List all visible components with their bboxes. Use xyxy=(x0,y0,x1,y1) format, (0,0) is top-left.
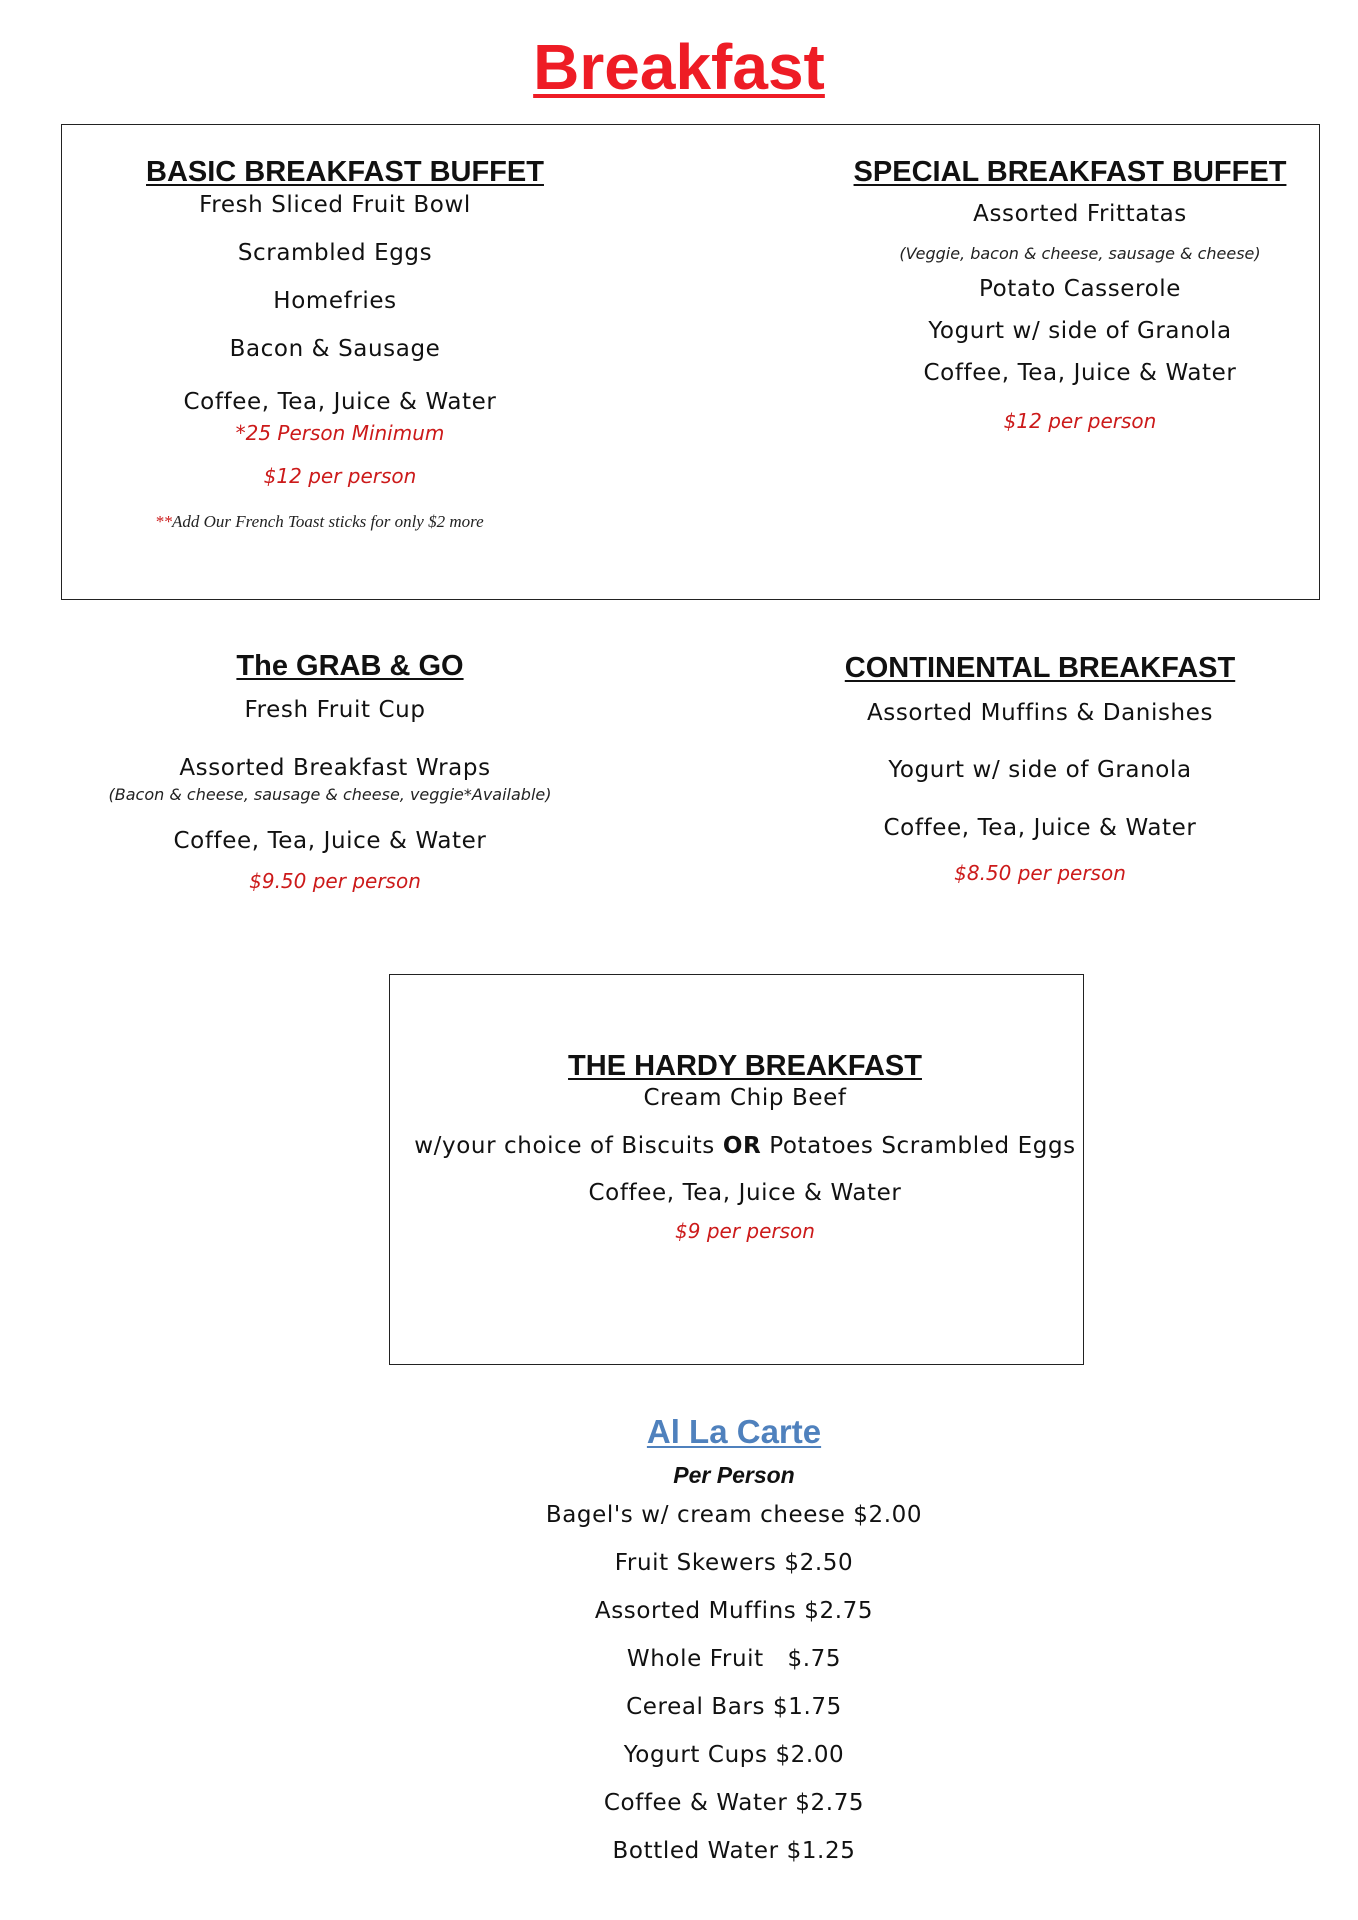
a-la-carte-item: Bottled Water $1.25 xyxy=(612,1838,856,1864)
a-la-carte-item: Whole Fruit $.75 xyxy=(626,1646,842,1672)
addon-stars: ** xyxy=(155,512,172,531)
hardy-box xyxy=(389,974,1084,1365)
special-buffet-item: Yogurt w/ side of Granola xyxy=(928,318,1232,344)
a-la-carte-item: Yogurt Cups $2.00 xyxy=(623,1742,845,1768)
hardy-choice-before: w/your choice of Biscuits xyxy=(414,1133,723,1159)
hardy-item: Cream Chip Beef xyxy=(643,1085,847,1111)
french-toast-addon xyxy=(155,511,484,533)
continental-item: Assorted Muffins & Danishes xyxy=(866,700,1214,726)
special-buffet-item: Coffee, Tea, Juice & Water xyxy=(923,360,1237,386)
basic-buffet-minimum: *25 Person Minimum xyxy=(235,421,445,445)
basic-buffet-title: BASIC BREAKFAST BUFFET xyxy=(146,156,544,188)
continental-item: Yogurt w/ side of Granola xyxy=(888,757,1192,783)
page-title: Breakfast xyxy=(533,31,825,103)
basic-buffet-item: Homefries xyxy=(273,288,397,314)
a-la-carte-subtitle: Per Person xyxy=(673,1462,795,1488)
grab-and-go-item: Fresh Fruit Cup xyxy=(244,697,426,723)
grab-and-go-title: The GRAB & GO xyxy=(236,650,464,682)
special-buffet-price: $12 per person xyxy=(1003,409,1157,433)
continental-title: CONTINENTAL BREAKFAST xyxy=(844,652,1236,684)
special-buffet-item: Potato Casserole xyxy=(978,276,1182,302)
hardy-price: $9 per person xyxy=(675,1219,815,1243)
basic-buffet-item: Fresh Sliced Fruit Bowl xyxy=(199,192,471,218)
grab-and-go-note: (Bacon & cheese, sausage & cheese, veggie*Available) xyxy=(108,785,552,804)
hardy-choice xyxy=(389,1131,1101,1161)
basic-buffet-price: $12 per person xyxy=(263,464,417,488)
hardy-choice-after: Potatoes Scrambled Eggs xyxy=(761,1133,1076,1159)
basic-buffet-item: Scrambled Eggs xyxy=(237,240,433,266)
a-la-carte-item: Assorted Muffins $2.75 xyxy=(594,1598,874,1624)
grab-and-go-item: Assorted Breakfast Wraps xyxy=(179,755,491,781)
special-buffet-item: Assorted Frittatas xyxy=(973,201,1187,227)
hardy-item: Coffee, Tea, Juice & Water xyxy=(588,1180,902,1206)
a-la-carte-item: Coffee & Water $2.75 xyxy=(603,1790,865,1816)
addon-text: Add Our French Toast sticks for only $2 more xyxy=(172,512,484,531)
grab-and-go-price: $9.50 per person xyxy=(249,869,421,893)
a-la-carte-item: Bagel's w/ cream cheese $2.00 xyxy=(545,1502,923,1528)
grab-and-go-item: Coffee, Tea, Juice & Water xyxy=(173,828,487,854)
a-la-carte-item: Cereal Bars $1.75 xyxy=(626,1694,842,1720)
special-buffet-title: SPECIAL BREAKFAST BUFFET xyxy=(853,156,1287,188)
hardy-choice-or: OR xyxy=(722,1133,762,1159)
continental-item: Coffee, Tea, Juice & Water xyxy=(883,815,1197,841)
basic-buffet-item: Coffee, Tea, Juice & Water xyxy=(183,389,497,415)
hardy-title: THE HARDY BREAKFAST xyxy=(568,1050,922,1082)
basic-buffet-item: Bacon & Sausage xyxy=(229,336,441,362)
continental-price: $8.50 per person xyxy=(954,861,1126,885)
special-buffet-note: (Veggie, bacon & cheese, sausage & cheese) xyxy=(899,244,1261,263)
a-la-carte-item: Fruit Skewers $2.50 xyxy=(614,1550,854,1576)
a-la-carte-title: Al La Carte xyxy=(646,1413,822,1450)
